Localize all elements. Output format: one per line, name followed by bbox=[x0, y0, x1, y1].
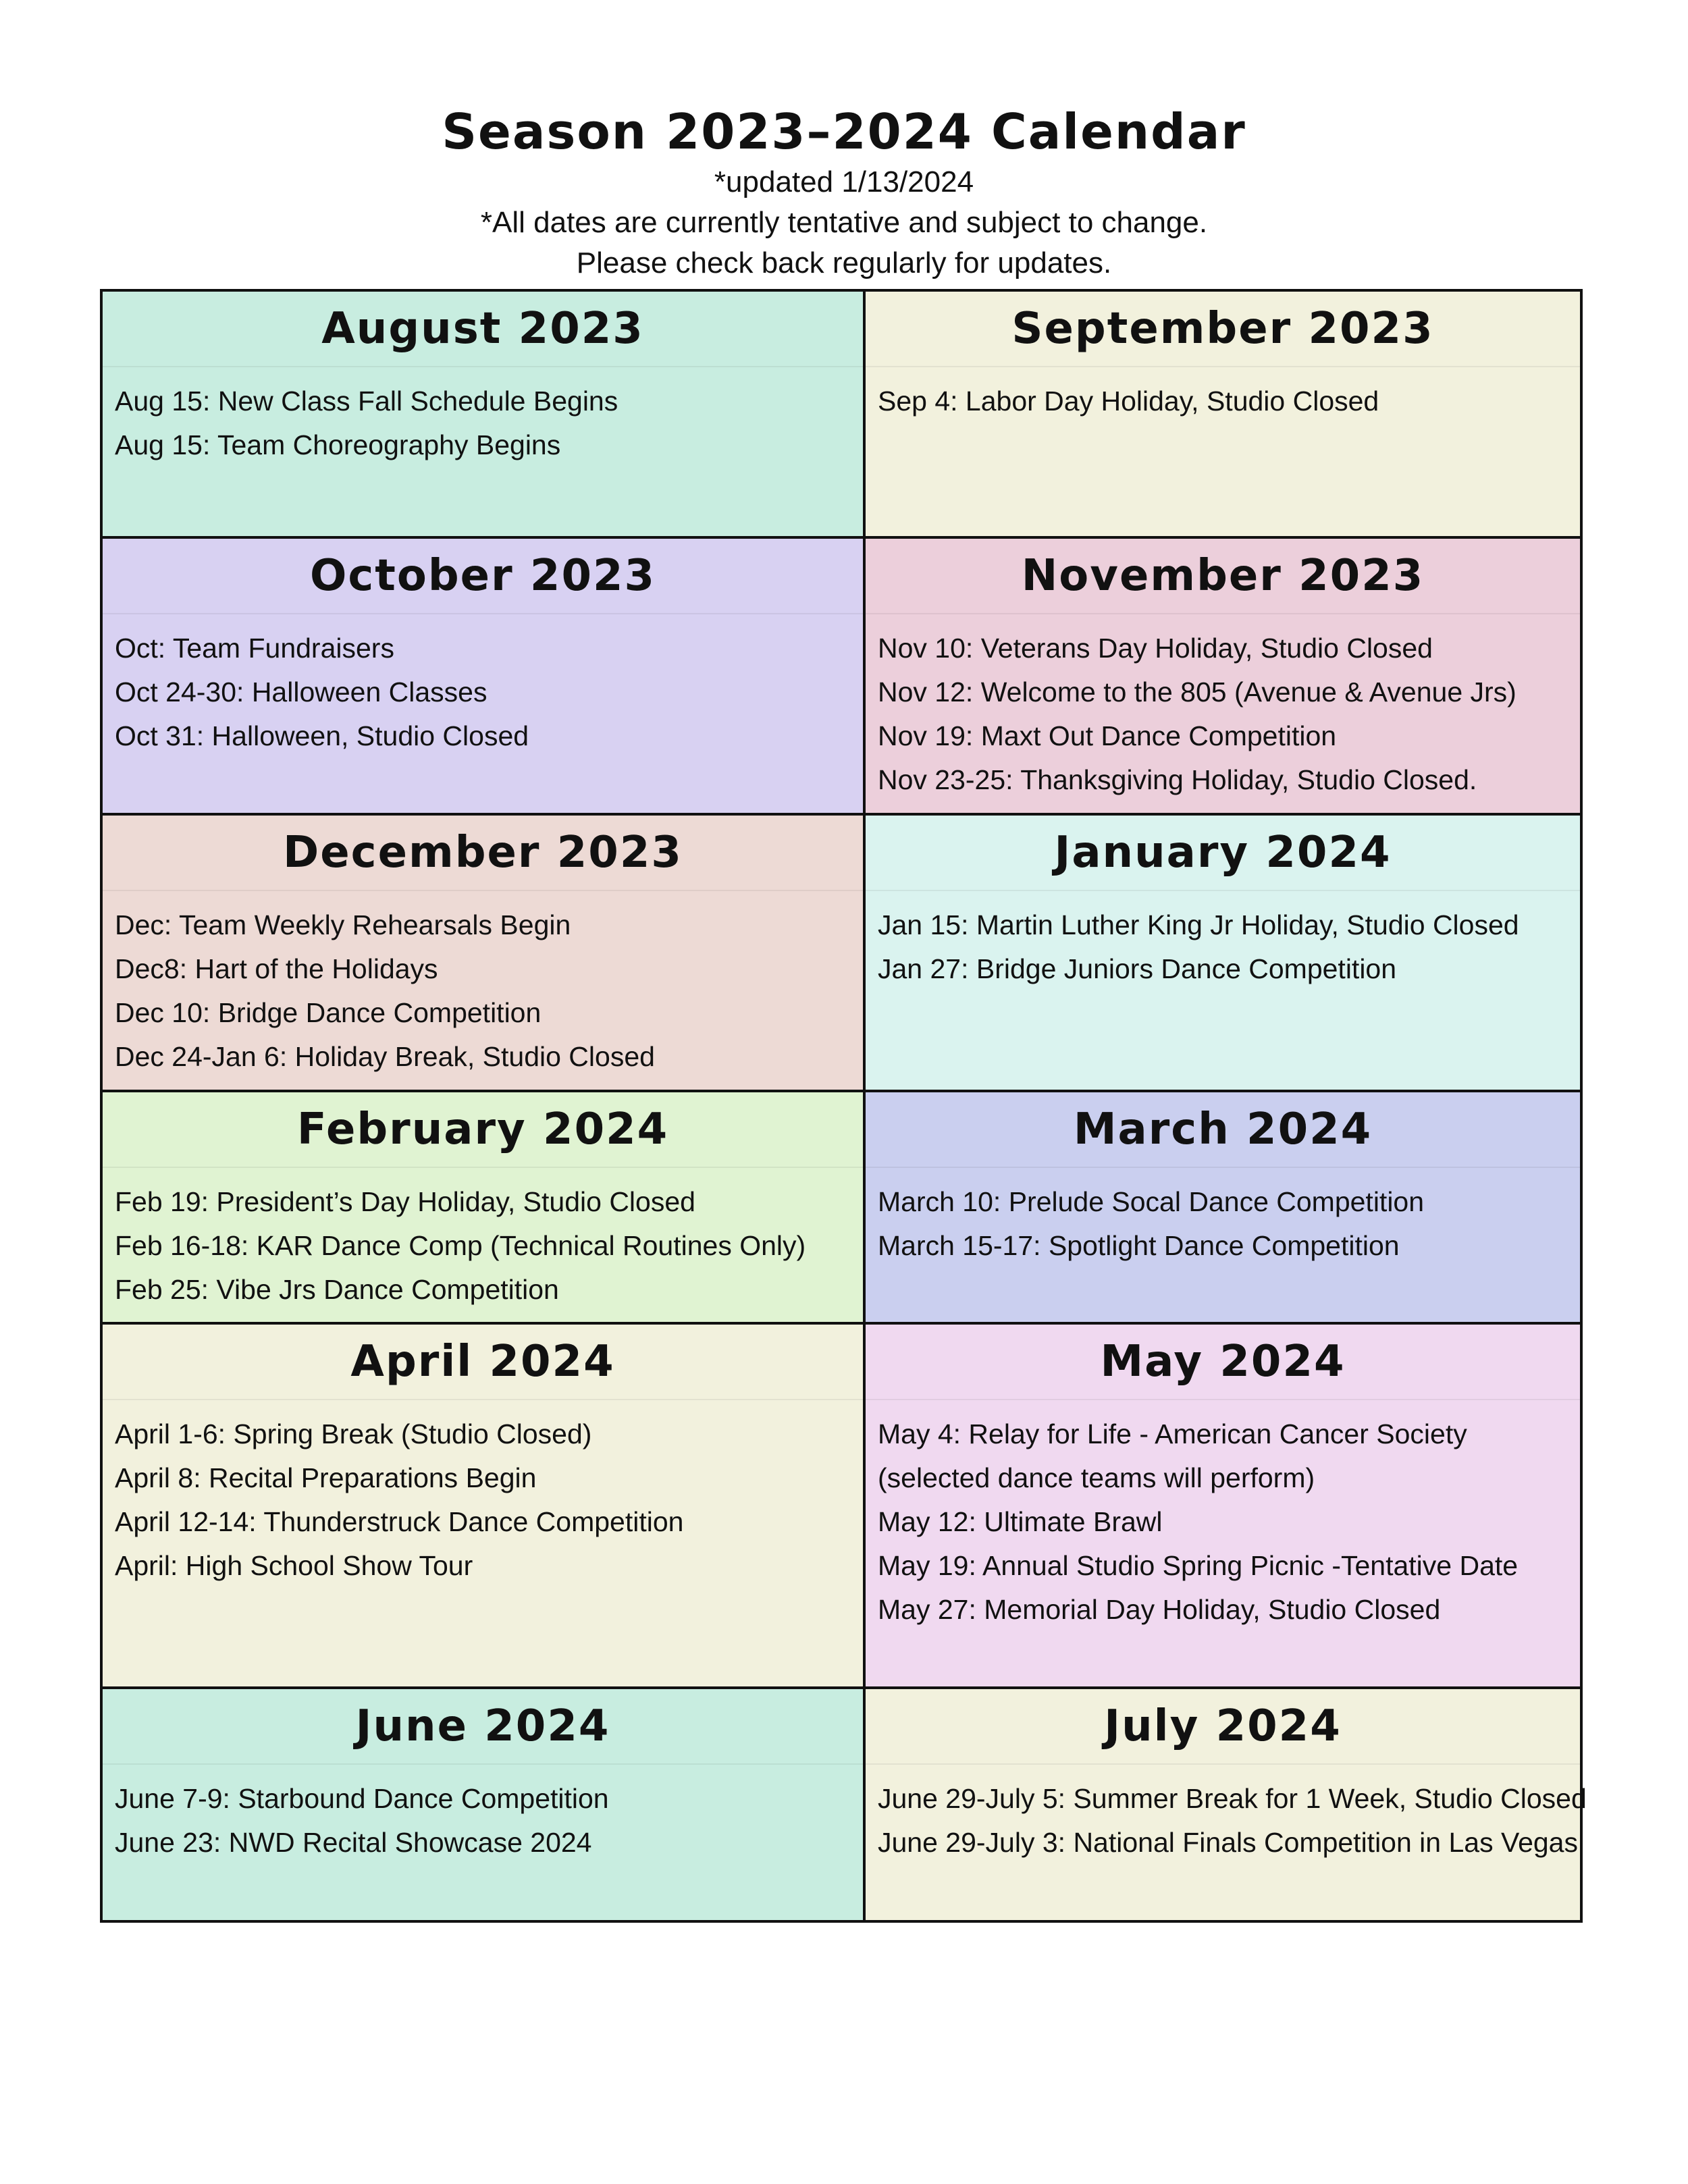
month-title: October 2023 bbox=[309, 551, 656, 601]
event-item: Dec: Team Weekly Rehearsals Begin bbox=[115, 909, 571, 940]
event-list bbox=[103, 1765, 863, 1865]
month-cell bbox=[103, 292, 866, 539]
calendar-grid bbox=[100, 289, 1587, 1923]
month-cell bbox=[866, 292, 1580, 539]
event-item: May 19: Annual Studio Spring Picnic -Tentative Date bbox=[878, 1550, 1519, 1581]
month-header bbox=[866, 1325, 1580, 1400]
page-title: Season 2023–2024 Calendar bbox=[442, 103, 1246, 160]
month-cell bbox=[103, 539, 866, 816]
event-item: May 12: Ultimate Brawl bbox=[878, 1506, 1163, 1537]
event-item: Sep 4: Labor Day Holiday, Studio Closed bbox=[878, 385, 1379, 417]
month-title: December 2023 bbox=[283, 828, 683, 878]
event-list bbox=[866, 1765, 1587, 1865]
month-title: February 2024 bbox=[296, 1104, 669, 1154]
event-item: Dec8: Hart of the Holidays bbox=[115, 953, 438, 984]
month-title: May 2024 bbox=[1100, 1337, 1346, 1387]
month-header bbox=[103, 292, 863, 367]
event-list bbox=[103, 1168, 863, 1312]
tentative-note: *All dates are currently tentative and subject to change. bbox=[480, 206, 1208, 239]
month-title: September 2023 bbox=[1011, 304, 1434, 354]
month-header bbox=[866, 292, 1580, 367]
event-item: (selected dance teams will perform) bbox=[878, 1462, 1315, 1493]
event-item: Dec 24-Jan 6: Holiday Break, Studio Closed bbox=[115, 1041, 655, 1072]
month-header bbox=[103, 1325, 863, 1400]
event-item: Aug 15: Team Choreography Begins bbox=[115, 429, 561, 460]
month-cell bbox=[866, 1092, 1580, 1325]
event-list bbox=[103, 891, 863, 1079]
event-item: June 23: NWD Recital Showcase 2024 bbox=[115, 1827, 592, 1858]
event-list bbox=[103, 614, 863, 758]
month-cell bbox=[866, 1689, 1587, 1920]
event-item: Aug 15: New Class Fall Schedule Begins bbox=[115, 385, 618, 417]
event-item: Oct: Team Fundraisers bbox=[115, 633, 394, 664]
event-item: June 7-9: Starbound Dance Competition bbox=[115, 1783, 609, 1814]
month-header bbox=[103, 1092, 863, 1168]
event-item: Jan 15: Martin Luther King Jr Holiday, Studio Closed bbox=[878, 909, 1519, 940]
month-header bbox=[866, 539, 1580, 614]
event-item: Feb 19: President’s Day Holiday, Studio Closed bbox=[115, 1186, 695, 1217]
event-list bbox=[866, 367, 1580, 423]
event-list bbox=[103, 367, 863, 467]
month-header bbox=[866, 816, 1580, 891]
event-list bbox=[103, 1400, 863, 1588]
month-header bbox=[866, 1092, 1580, 1168]
month-title: January 2024 bbox=[1054, 828, 1392, 878]
month-title: June 2024 bbox=[355, 1701, 610, 1751]
event-item: Feb 25: Vibe Jrs Dance Competition bbox=[115, 1274, 559, 1305]
month-header bbox=[103, 1689, 863, 1765]
month-header bbox=[103, 539, 863, 614]
page-header bbox=[0, 101, 1688, 284]
event-list bbox=[866, 1400, 1580, 1632]
month-cell bbox=[866, 1325, 1580, 1689]
month-title: November 2023 bbox=[1021, 551, 1425, 601]
month-cell bbox=[103, 816, 866, 1092]
event-item: Oct 24-30: Halloween Classes bbox=[115, 676, 487, 708]
event-item: April: High School Show Tour bbox=[115, 1550, 473, 1581]
event-item: Nov 23-25: Thanksgiving Holiday, Studio Closed. bbox=[878, 764, 1477, 795]
updated-note: *updated 1/13/2024 bbox=[714, 165, 974, 198]
month-cell bbox=[866, 539, 1580, 816]
month-title: July 2024 bbox=[1104, 1701, 1342, 1751]
event-item: April 1-6: Spring Break (Studio Closed) bbox=[115, 1418, 592, 1449]
event-item: Nov 12: Welcome to the 805 (Avenue & Avenue Jrs) bbox=[878, 676, 1516, 708]
event-item: Nov 19: Maxt Out Dance Competition bbox=[878, 720, 1337, 751]
event-item: April 8: Recital Preparations Begin bbox=[115, 1462, 537, 1493]
month-header bbox=[866, 1689, 1580, 1765]
month-cell bbox=[103, 1689, 866, 1920]
event-item: Feb 16-18: KAR Dance Comp (Technical Routines Only) bbox=[115, 1230, 806, 1261]
event-item: March 10: Prelude Socal Dance Competition bbox=[878, 1186, 1425, 1217]
month-title: August 2023 bbox=[321, 304, 644, 354]
event-list bbox=[866, 891, 1580, 991]
month-cell bbox=[866, 816, 1580, 1092]
event-item: May 27: Memorial Day Holiday, Studio Closed bbox=[878, 1594, 1441, 1625]
event-item: March 15-17: Spotlight Dance Competition bbox=[878, 1230, 1400, 1261]
event-list bbox=[866, 1168, 1580, 1268]
event-item: Dec 10: Bridge Dance Competition bbox=[115, 997, 542, 1028]
event-item: June 29-July 3: National Finals Competition in Las Vegas bbox=[878, 1827, 1578, 1858]
event-list bbox=[866, 614, 1580, 802]
event-item: June 29-July 5: Summer Break for 1 Week, Studio Closed bbox=[878, 1783, 1587, 1814]
event-item: Nov 10: Veterans Day Holiday, Studio Closed bbox=[878, 633, 1433, 664]
month-cell bbox=[103, 1092, 866, 1325]
event-item: Jan 27: Bridge Juniors Dance Competition bbox=[878, 953, 1397, 984]
check-back-note: Please check back regularly for updates. bbox=[576, 246, 1112, 279]
month-cell bbox=[103, 1325, 866, 1689]
event-item: May 4: Relay for Life - American Cancer Society bbox=[878, 1418, 1467, 1449]
month-header bbox=[103, 816, 863, 891]
event-item: April 12-14: Thunderstruck Dance Competition bbox=[115, 1506, 684, 1537]
event-item: Oct 31: Halloween, Studio Closed bbox=[115, 720, 529, 751]
month-title: March 2024 bbox=[1073, 1104, 1373, 1154]
month-title: April 2024 bbox=[350, 1337, 615, 1387]
